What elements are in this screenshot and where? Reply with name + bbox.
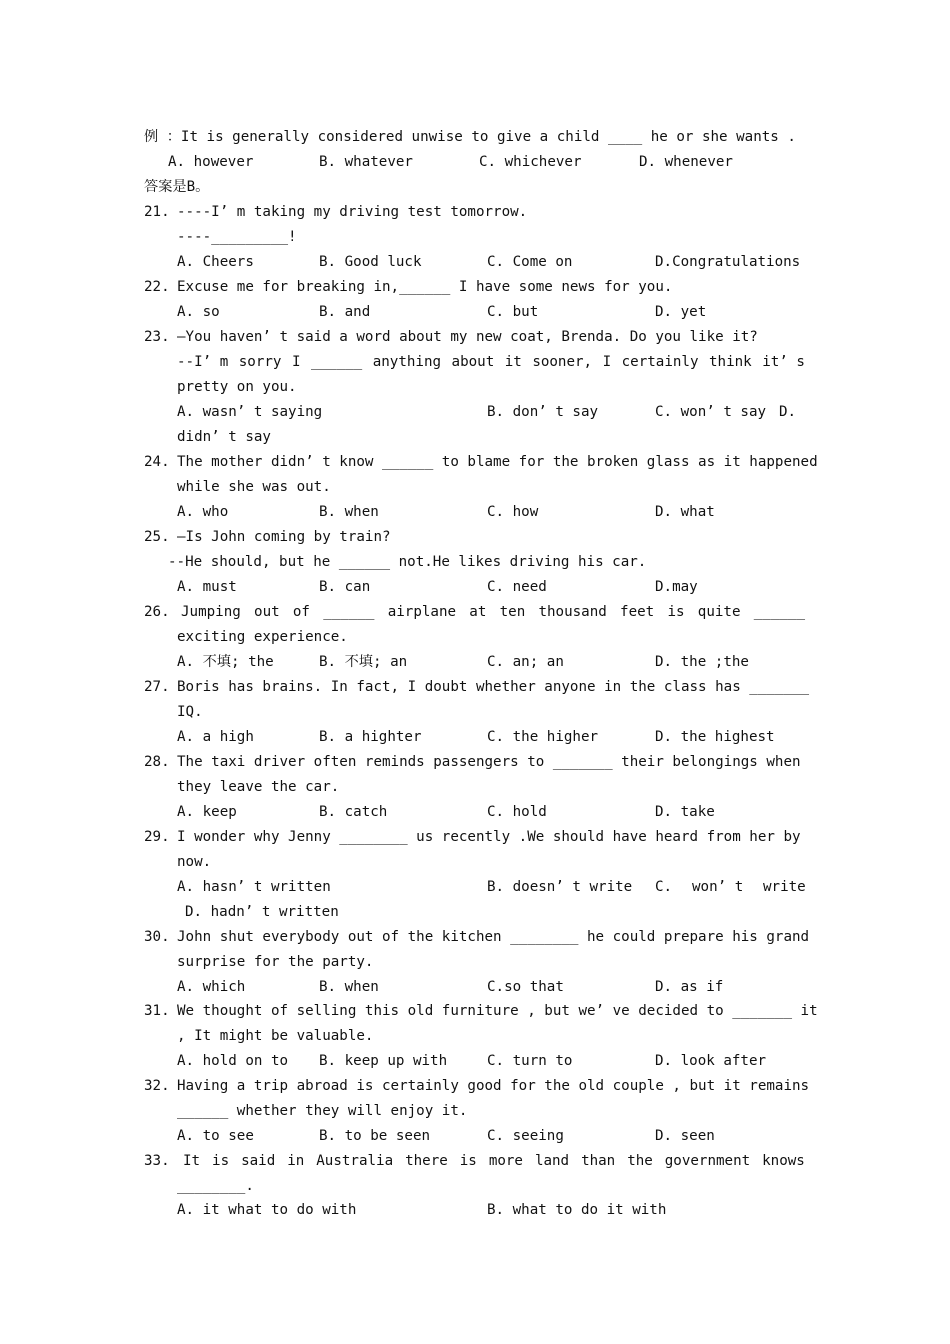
- word: is: [667, 604, 685, 620]
- option-a: A. hasn’ t written: [177, 879, 331, 895]
- example-answer: 答案是B。: [144, 179, 210, 195]
- word: I: [602, 354, 612, 370]
- word: is: [212, 1153, 230, 1169]
- option-b: B. when: [319, 504, 379, 520]
- question-text: The taxi driver often reminds passengers to _______ their belongings when: [177, 754, 801, 770]
- question-number: 31.: [144, 1003, 170, 1019]
- option-b: B. keep up with: [319, 1053, 448, 1069]
- option-d: D.may: [655, 579, 698, 595]
- question-text: The mother didn’ t know ______ to blame for the broken glass as it happened: [177, 454, 818, 470]
- question-text-justified: [183, 1151, 805, 1171]
- option-b: B. and: [319, 304, 371, 320]
- example-question: 例 ：It is generally considered unwise to give a child ____ he or she wants .: [144, 129, 796, 145]
- word: ______: [310, 354, 363, 370]
- word: think: [708, 354, 752, 370]
- word: said: [241, 1153, 276, 1169]
- option-b: B. Good luck: [319, 254, 422, 270]
- question-text: Excuse me for breaking in,______ I have some news for you.: [177, 279, 673, 295]
- question-number: 30.: [144, 929, 170, 945]
- option-d: D. hadn’ t written: [185, 904, 339, 920]
- option-a: A. who: [177, 504, 229, 520]
- example-option-b: B. whatever: [319, 154, 413, 170]
- option-d: D.Congratulations: [655, 254, 801, 270]
- option-a: A. a high: [177, 729, 254, 745]
- option-a: A. keep: [177, 804, 237, 820]
- question-number: 29.: [144, 829, 170, 845]
- option-c: C. an; an: [487, 654, 564, 670]
- word: knows: [762, 1153, 805, 1169]
- word: quite: [697, 604, 741, 620]
- question-number: 24.: [144, 454, 170, 470]
- example-option-c: C. whichever: [479, 154, 582, 170]
- option-a: A. so: [177, 304, 220, 320]
- option-a: A. 不填; the: [177, 654, 274, 670]
- option-c: C. how: [487, 504, 539, 520]
- word: it’ s: [762, 354, 805, 370]
- option-b: B. a highter: [319, 729, 422, 745]
- option-d: D. seen: [655, 1128, 715, 1144]
- question-text: ________.: [177, 1178, 254, 1194]
- question-number: 26.: [144, 604, 170, 620]
- word: more: [488, 1153, 523, 1169]
- question-text-justified: [177, 352, 805, 372]
- question-text-justified: [181, 602, 805, 622]
- word: Australia: [316, 1153, 394, 1169]
- option-a: A. hold on to: [177, 1053, 289, 1069]
- question-text: surprise for the party.: [177, 954, 374, 970]
- option-a: A. to see: [177, 1128, 254, 1144]
- word: ______: [753, 604, 805, 620]
- option-c: C. hold: [487, 804, 547, 820]
- word: airplane: [387, 604, 457, 620]
- option-c: C. turn to: [487, 1053, 573, 1069]
- word: It: [183, 1153, 201, 1169]
- question-number: 27.: [144, 679, 170, 695]
- word: of: [292, 604, 310, 620]
- option-d: didn’ t say: [177, 429, 271, 445]
- word: ten: [499, 604, 526, 620]
- word: Jumping: [181, 604, 241, 620]
- option-c: C. won’ t say: [655, 404, 767, 420]
- option-d: D. as if: [655, 979, 724, 995]
- question-text: IQ.: [177, 704, 203, 720]
- question-number: 23.: [144, 329, 170, 345]
- option-d: D. look after: [655, 1053, 767, 1069]
- option-a: A. wasn’ t saying: [177, 404, 323, 420]
- option-c-word: write: [763, 879, 806, 895]
- question-number: 22.: [144, 279, 170, 295]
- option-c: C. Come on: [487, 254, 573, 270]
- word: out: [254, 604, 280, 620]
- word: --I’ m: [177, 354, 229, 370]
- word: is: [459, 1153, 477, 1169]
- word: certainly: [621, 354, 699, 370]
- option-c: C. but: [487, 304, 539, 320]
- option-a: A. Cheers: [177, 254, 254, 270]
- option-b: B. can: [319, 579, 371, 595]
- option-d: D. yet: [655, 304, 707, 320]
- option-a: A. it what to do with: [177, 1202, 357, 1218]
- option-d: D. the ;the: [655, 654, 749, 670]
- option-b: B. 不填; an: [319, 654, 408, 670]
- word: about: [451, 354, 495, 370]
- word: sooner,: [532, 354, 593, 370]
- option-c: C. seeing: [487, 1128, 564, 1144]
- word: anything: [372, 354, 442, 370]
- word: sorry: [238, 354, 282, 370]
- option-b: B. don’ t say: [487, 404, 599, 420]
- option-b: B. when: [319, 979, 379, 995]
- word: at: [469, 604, 487, 620]
- word: in: [287, 1153, 305, 1169]
- option-d: D. the highest: [655, 729, 775, 745]
- question-number: 33.: [144, 1153, 170, 1169]
- question-text: ----I’ m taking my driving test tomorrow.: [177, 204, 528, 220]
- question-text: , It might be valuable.: [177, 1028, 374, 1044]
- question-text: I wonder why Jenny ________ us recently .We should have heard from her by: [177, 829, 801, 845]
- question-text: John shut everybody out of the kitchen ________ he could prepare his grand: [177, 929, 810, 945]
- example-option-d: D. whenever: [639, 154, 733, 170]
- example-option-a: A. however: [168, 154, 254, 170]
- word: ______: [323, 604, 375, 620]
- question-text: exciting experience.: [177, 629, 348, 645]
- option-d: D. take: [655, 804, 715, 820]
- word: feet: [620, 604, 655, 620]
- option-d: D. what: [655, 504, 715, 520]
- question-number: 32.: [144, 1078, 170, 1094]
- word: thousand: [538, 604, 607, 620]
- question-text: now.: [177, 854, 212, 870]
- option-c: C.so that: [487, 979, 564, 995]
- word: it: [504, 354, 522, 370]
- question-number: 25.: [144, 529, 170, 545]
- word: I: [291, 354, 301, 370]
- question-text: –Is John coming by train?: [177, 529, 391, 545]
- question-text: Having a trip abroad is certainly good for the old couple , but it remains: [177, 1078, 810, 1094]
- question-text: –You haven’ t said a word about my new coat, Brenda. Do you like it?: [177, 329, 758, 345]
- option-b: B. doesn’ t write: [487, 879, 633, 895]
- word: government: [664, 1153, 751, 1169]
- question-text: they leave the car.: [177, 779, 340, 795]
- word: land: [534, 1153, 570, 1169]
- option-c-label: C.: [655, 879, 673, 895]
- question-text: --He should, but he ______ not.He likes driving his car.: [168, 554, 647, 570]
- word: there: [405, 1153, 448, 1169]
- option-c: C. need: [487, 579, 547, 595]
- option-a: A. which: [177, 979, 246, 995]
- question-text: We thought of selling this old furniture , but we’ ve decided to _______ it: [177, 1003, 818, 1019]
- option-a: A. must: [177, 579, 237, 595]
- question-text: ______ whether they will enjoy it.: [177, 1103, 468, 1119]
- option-b: B. what to do it with: [487, 1202, 667, 1218]
- option-b: B. catch: [319, 804, 388, 820]
- option-c: C. the higher: [487, 729, 599, 745]
- option-b: B. to be seen: [319, 1128, 431, 1144]
- option-c-word: won’ t: [692, 879, 744, 895]
- question-number: 28.: [144, 754, 170, 770]
- question-text: pretty on you.: [177, 379, 297, 395]
- word: the: [627, 1153, 653, 1169]
- question-number: 21.: [144, 204, 170, 220]
- question-text: while she was out.: [177, 479, 331, 495]
- word: than: [581, 1153, 616, 1169]
- question-text: ----_________!: [177, 229, 297, 245]
- question-text: Boris has brains. In fact, I doubt whether anyone in the class has _______: [177, 679, 810, 695]
- option-d-label: D.: [779, 404, 797, 420]
